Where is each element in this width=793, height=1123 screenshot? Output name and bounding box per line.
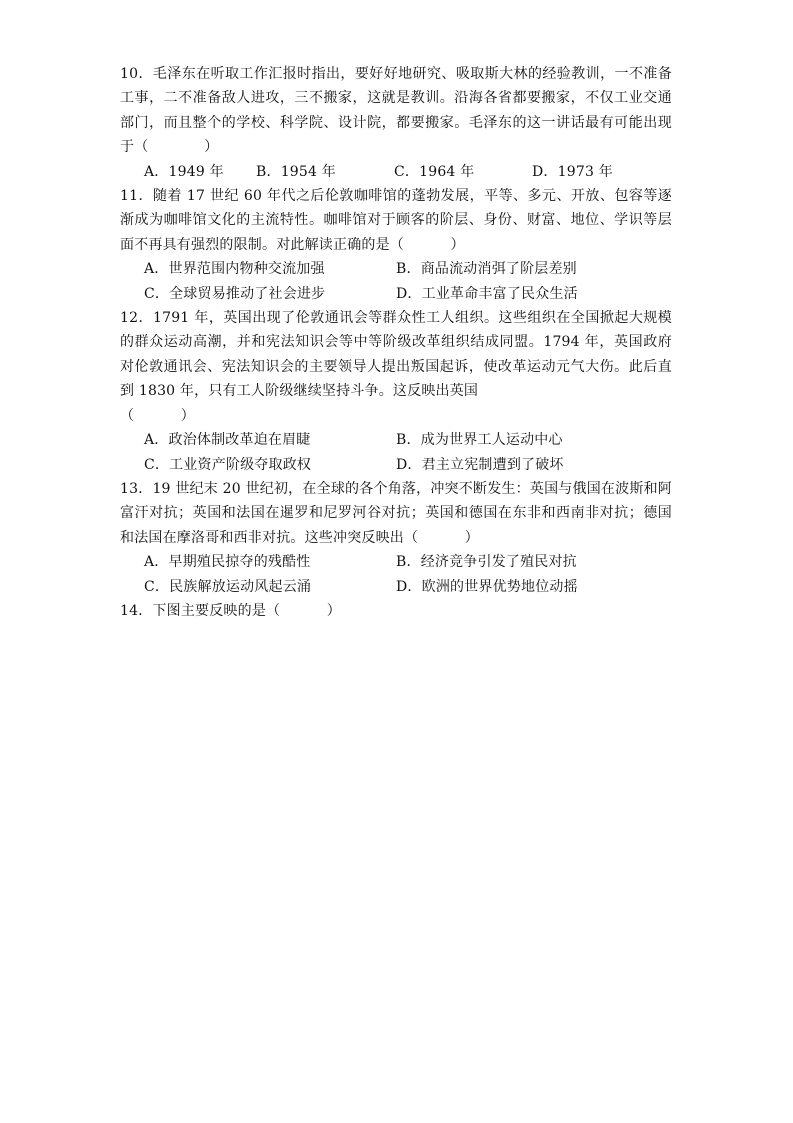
question-stem <box>120 477 672 550</box>
question-list <box>120 62 672 623</box>
answer-blank: ） <box>418 529 479 546</box>
option-b: B．成为世界工人运动中心 <box>396 432 563 449</box>
question-text: 19 世纪末 20 世纪初，在全球的各个角落，冲突不断发生：英国与俄国在波斯和阿富汗对抗；英国和法国在暹罗和尼罗河谷对抗；英国和德国在东非和西南非对抗；德国和法国在摩洛哥和西非对抗。这些冲突反映出（ <box>120 480 672 546</box>
question-stem <box>120 306 672 404</box>
question-12 <box>120 306 672 477</box>
option-b: B．商品流动消弭了阶层差别 <box>396 261 577 278</box>
question-number: 11． <box>120 188 153 205</box>
option-d: D．欧洲的世界优势地位动摇 <box>396 578 578 595</box>
options-row <box>120 550 672 574</box>
question-11 <box>120 184 672 306</box>
question-text: 1791 年，英国出现了伦敦通讯会等群众性工人组织。这些组织在全国掀起大规模的群众运动高潮，并和宪法知识会等中等阶级改革组织结成同盟。1794 年，英国政府对伦敦通讯会、宪法知识会的主要领导人提出叛国起诉，使改革运动元气大伤。此后直到 1830 年，只有工人阶级继续坚持斗争。这反映出英国 <box>120 310 672 400</box>
question-14 <box>120 599 672 623</box>
options-row <box>120 160 672 184</box>
question-stem <box>120 599 672 623</box>
question-number: 14． <box>120 602 153 619</box>
question-13 <box>120 477 672 599</box>
option-d: D．工业革命丰富了民众生活 <box>396 285 578 302</box>
option-d: D．君主立宪制遭到了破坏 <box>396 456 564 473</box>
question-stem <box>120 62 672 160</box>
option-c: C．1964 年 <box>394 163 475 180</box>
option-c: C．民族解放运动风起云涌 <box>144 578 312 595</box>
options-row <box>120 428 672 452</box>
answer-blank: ） <box>404 236 465 253</box>
option-a: A．早期殖民掠夺的残酷性 <box>144 554 311 571</box>
question-stem <box>120 184 672 257</box>
option-c: C．工业资产阶级夺取政权 <box>144 456 312 473</box>
option-b: B．1954 年 <box>256 163 336 180</box>
option-a: A．政治体制改革迫在眉睫 <box>144 432 311 449</box>
option-c: C．全球贸易推动了社会进步 <box>144 285 326 302</box>
options-row <box>120 257 672 281</box>
question-number: 12． <box>120 310 153 327</box>
option-a: A．1949 年 <box>144 163 224 180</box>
question-text: 下图主要反映的是（ <box>152 602 281 619</box>
answer-blank: （ ） <box>120 407 195 424</box>
option-d: D．1973 年 <box>532 163 613 180</box>
question-number: 13． <box>120 480 153 497</box>
question-10 <box>120 62 672 184</box>
question-text: 随着 17 世纪 60 年代之后伦敦咖啡馆的蓬勃发展，平等、多元、开放、包容等逐渐成为咖啡馆文化的主流特性。咖啡馆对于顾客的阶层、身份、财富、地位、学识等层面不再具有强烈的限制。对此解读正确的是（ <box>120 188 672 253</box>
option-a: A．世界范围内物种交流加强 <box>144 261 325 278</box>
option-b: B．经济竞争引发了殖民对抗 <box>396 554 577 571</box>
answer-blank: ） <box>148 139 219 156</box>
options-row <box>120 453 672 477</box>
question-number: 10． <box>120 66 153 82</box>
options-row <box>120 282 672 306</box>
question-text: 毛泽东在听取工作汇报时指出，要好好地研究、吸取斯大林的经验教训，一不准备工事，二不准备敌人进攻，三不搬家，这就是教训。沿海各省都要搬家，不仅工业交通部门，而且整个的学校、科学院、设计院，都要搬家。毛泽东的这一讲话最有可能出现于（ <box>120 66 672 156</box>
answer-blank: ） <box>280 602 341 619</box>
options-row <box>120 575 672 599</box>
